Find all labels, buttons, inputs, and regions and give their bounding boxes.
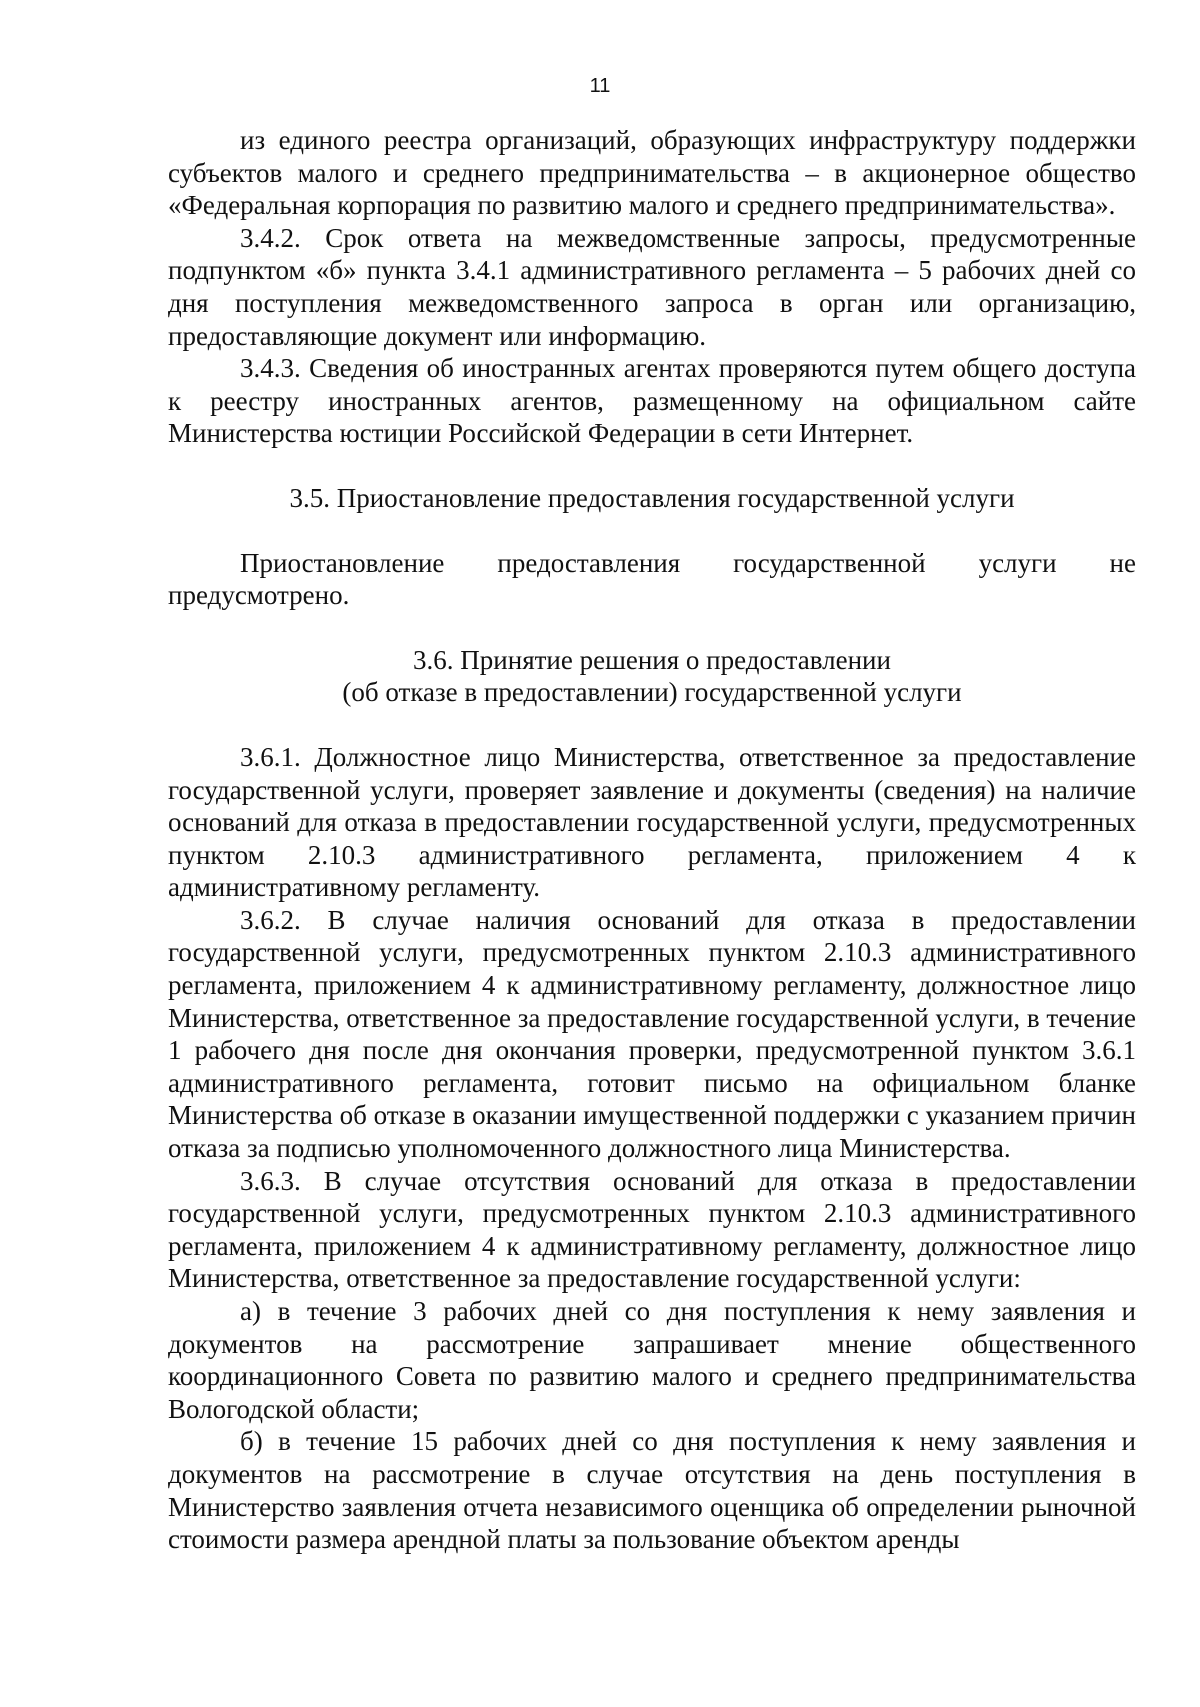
paragraph-3-4-2: 3.4.2. Срок ответа на межведомственные запросы, предусмотренные подпунктом «б» пункта 3.4.1 административного регламента – 5 рабочих дней со дня поступления межведомственного запроса в орган или организацию, предоставляющие документ или информацию. bbox=[168, 222, 1136, 351]
list-item-b: б) в течение 15 рабочих дней со дня поступления к нему заявления и документов на рассмотрение в случае отсутствия на день поступления в Министерство заявления отчета независимого оценщика об определении рыночной стоимости размера арендной платы за пользование объектом аренды bbox=[168, 1426, 1136, 1555]
paragraph-3-4-3: 3.4.3. Сведения об иностранных агентах проверяются путем общего доступа к реестру иностранных агентов, размещенному на официальном сайте Министерства юстиции Российской Федерации в сети Интернет. bbox=[168, 353, 1136, 449]
list-item-a: а) в течение 3 рабочих дней со дня поступления к нему заявления и документов на рассмотрение запрашивает мнение общественного координационного Совета по развитию малого и среднего предпринимательства Вологодской области; bbox=[168, 1296, 1136, 1424]
spacer bbox=[168, 450, 1136, 482]
paragraph-continuation: из единого реестра организаций, образующих инфраструктуру поддержки субъектов малого и среднего предпринимательства – в акционерное общество «Федеральная корпорация по развитию малого и среднего предпринимательства». bbox=[168, 125, 1136, 221]
section-heading-3-5: 3.5. Приостановление предоставления государственной услуги bbox=[289, 482, 1015, 513]
paragraph-3-6-2: 3.6.2. В случае наличия оснований для отказа в предоставлении государственной услуги, предусмотренных пунктом 2.10.3 административного регламента, приложением 4 к административному регламенту, должностное лицо Министерства, ответственное за предоставление государственной услуги, в течение 1 рабочего дня после дня окончания проверки, предусмотренной пунктом 3.6.1 административного регламента, готовит письмо на официальном бланке Министерства об отказе в оказании имущественной поддержки с указанием причин отказа за подписью уполномоченного должностного лица Министерства. bbox=[168, 904, 1136, 1164]
spacer bbox=[168, 515, 1136, 547]
page-number: 11 bbox=[589, 75, 611, 97]
spacer bbox=[168, 612, 1136, 644]
paragraph-suspension: Приостановление предоставления государственной услуги не предусмотрено. bbox=[168, 547, 1136, 611]
document-body bbox=[168, 124, 1136, 1556]
section-heading-3-6-line1: 3.6. Принятие решения о предоставлении bbox=[413, 644, 891, 675]
spacer bbox=[168, 709, 1136, 741]
paragraph-3-6-3: 3.6.3. В случае отсутствия оснований для отказа в предоставлении государственной услуги, предусмотренных пунктом 2.10.3 административного регламента, приложением 4 к административному регламенту, должностное лицо Министерства, ответственное за предоставление государственной услуги: bbox=[168, 1165, 1136, 1294]
section-heading-3-6-line2: (об отказе в предоставлении) государственной услуги bbox=[342, 677, 962, 708]
paragraph-3-6-1: 3.6.1. Должностное лицо Министерства, ответственное за предоставление государственной услуги, проверяет заявление и документы (сведения) на наличие оснований для отказа в предоставлении государственной услуги, предусмотренных пунктом 2.10.3 административного регламента, приложением 4 к административному регламенту. bbox=[168, 741, 1136, 903]
